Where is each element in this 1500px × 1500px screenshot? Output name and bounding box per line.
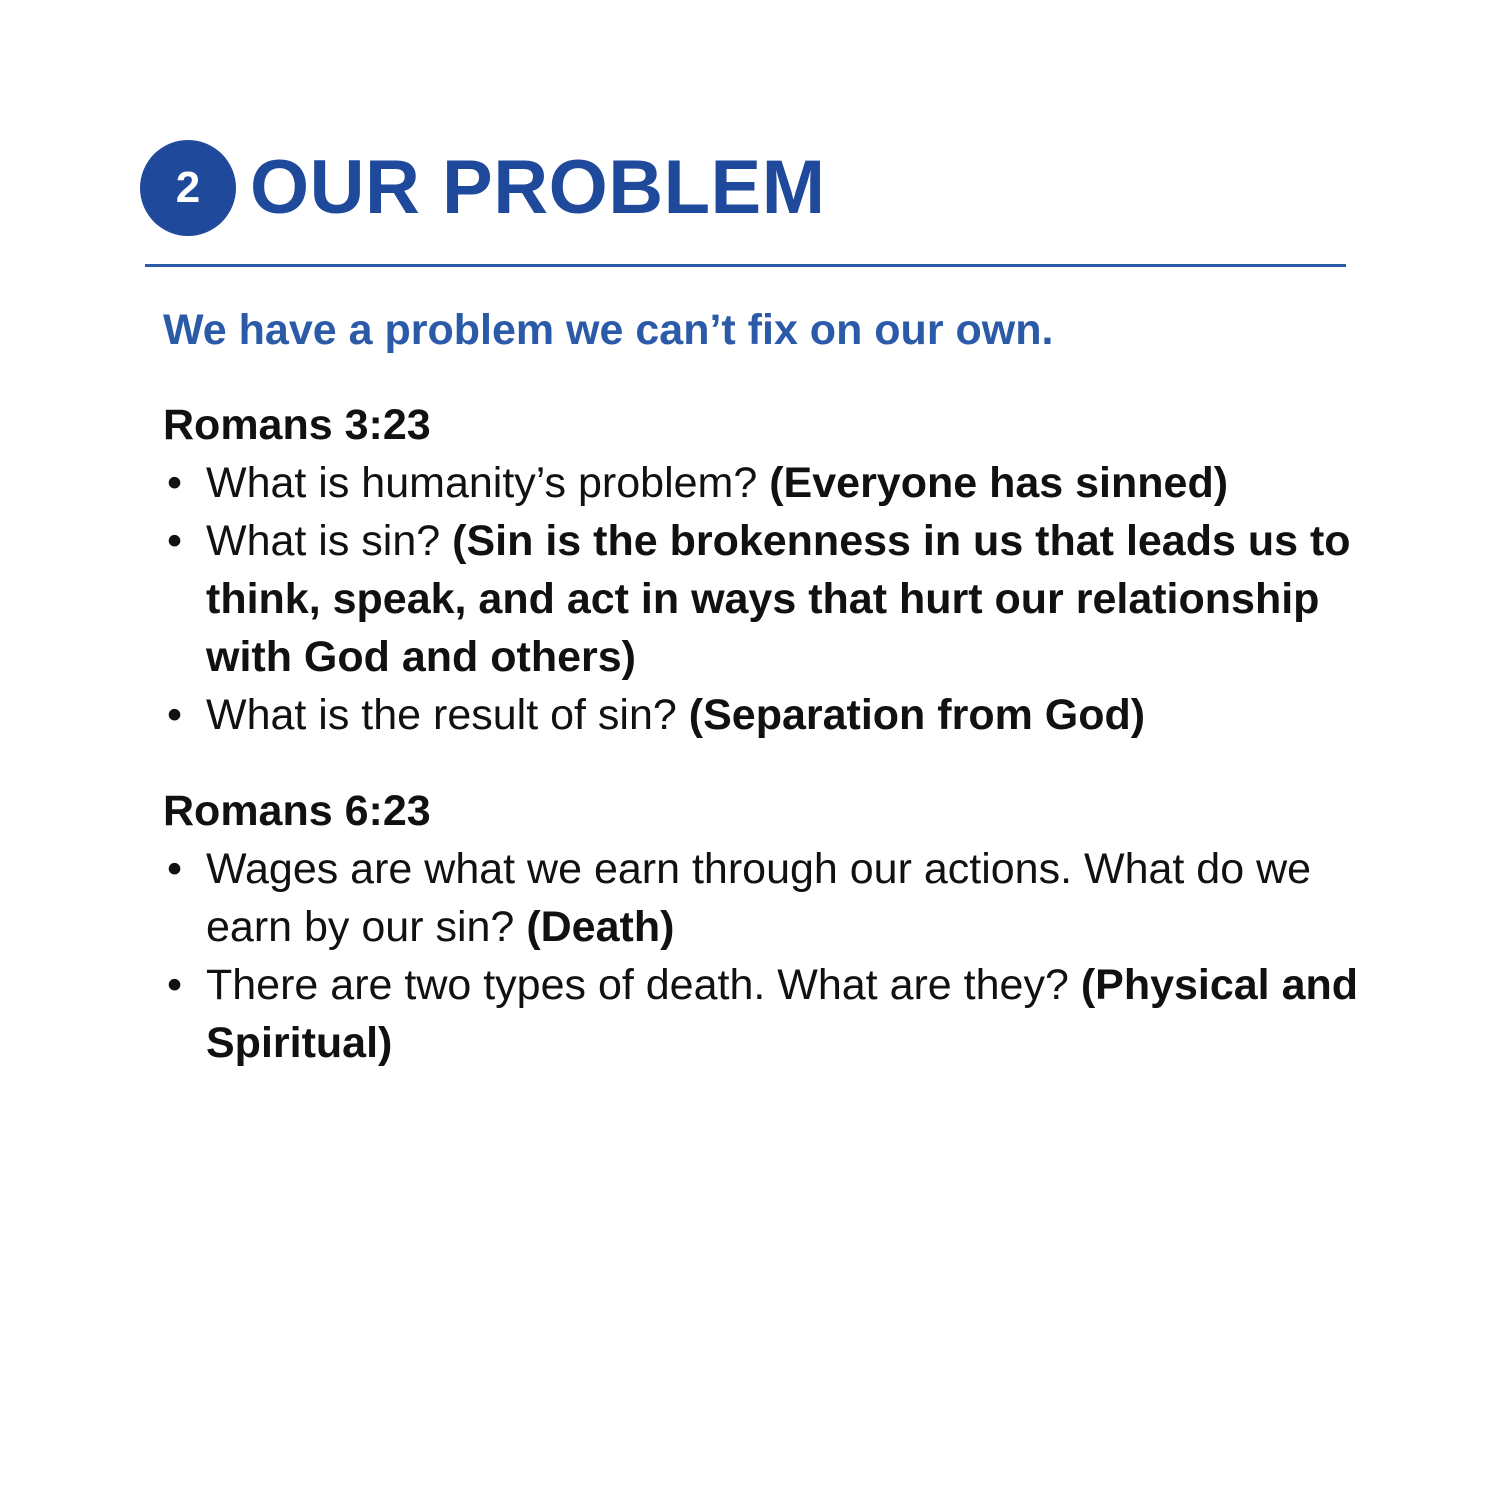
- question-text: Wages are what we earn through our actions. What do we earn by our sin?: [206, 845, 1312, 951]
- question-text: There are two types of death. What are they?: [206, 961, 1069, 1009]
- bullet-icon: •: [167, 459, 183, 507]
- answer-text: (Death): [526, 903, 675, 951]
- list-item: [163, 840, 1363, 956]
- question-text: What is humanity’s problem?: [206, 459, 758, 507]
- list-item: [163, 686, 1363, 744]
- bullet-icon: •: [167, 845, 183, 893]
- answer-text: (Physical and Spiritual): [206, 961, 1359, 1067]
- list-item: [163, 512, 1363, 686]
- subtitle: We have a problem we can’t fix on our own.: [163, 306, 1054, 354]
- answer-text: (Sin is the brokenness in us that leads us to think, speak, and act in ways that hurt our relationship with God and others): [206, 517, 1351, 681]
- page-title: OUR PROBLEM: [250, 145, 826, 230]
- question-text: What is the result of sin?: [206, 691, 677, 739]
- bullet-icon: •: [167, 961, 183, 1009]
- step-number-badge: 2: [140, 140, 236, 236]
- answer-text: (Separation from God): [688, 691, 1146, 739]
- scripture-section-romans-6-23: [163, 782, 1363, 1072]
- question-text: What is sin?: [206, 517, 441, 565]
- scripture-reference: Romans 6:23: [163, 787, 431, 835]
- list-item: [163, 956, 1363, 1072]
- bullet-icon: •: [167, 517, 183, 565]
- list-item: [163, 454, 1363, 512]
- scripture-section-romans-3-23: [163, 396, 1363, 744]
- answer-text: (Everyone has sinned): [769, 459, 1229, 507]
- divider-line: [145, 264, 1346, 267]
- bullet-icon: •: [167, 691, 183, 739]
- scripture-reference: Romans 3:23: [163, 401, 431, 449]
- question-list: [163, 840, 1363, 1072]
- section-header: [140, 140, 826, 236]
- question-list: [163, 454, 1363, 744]
